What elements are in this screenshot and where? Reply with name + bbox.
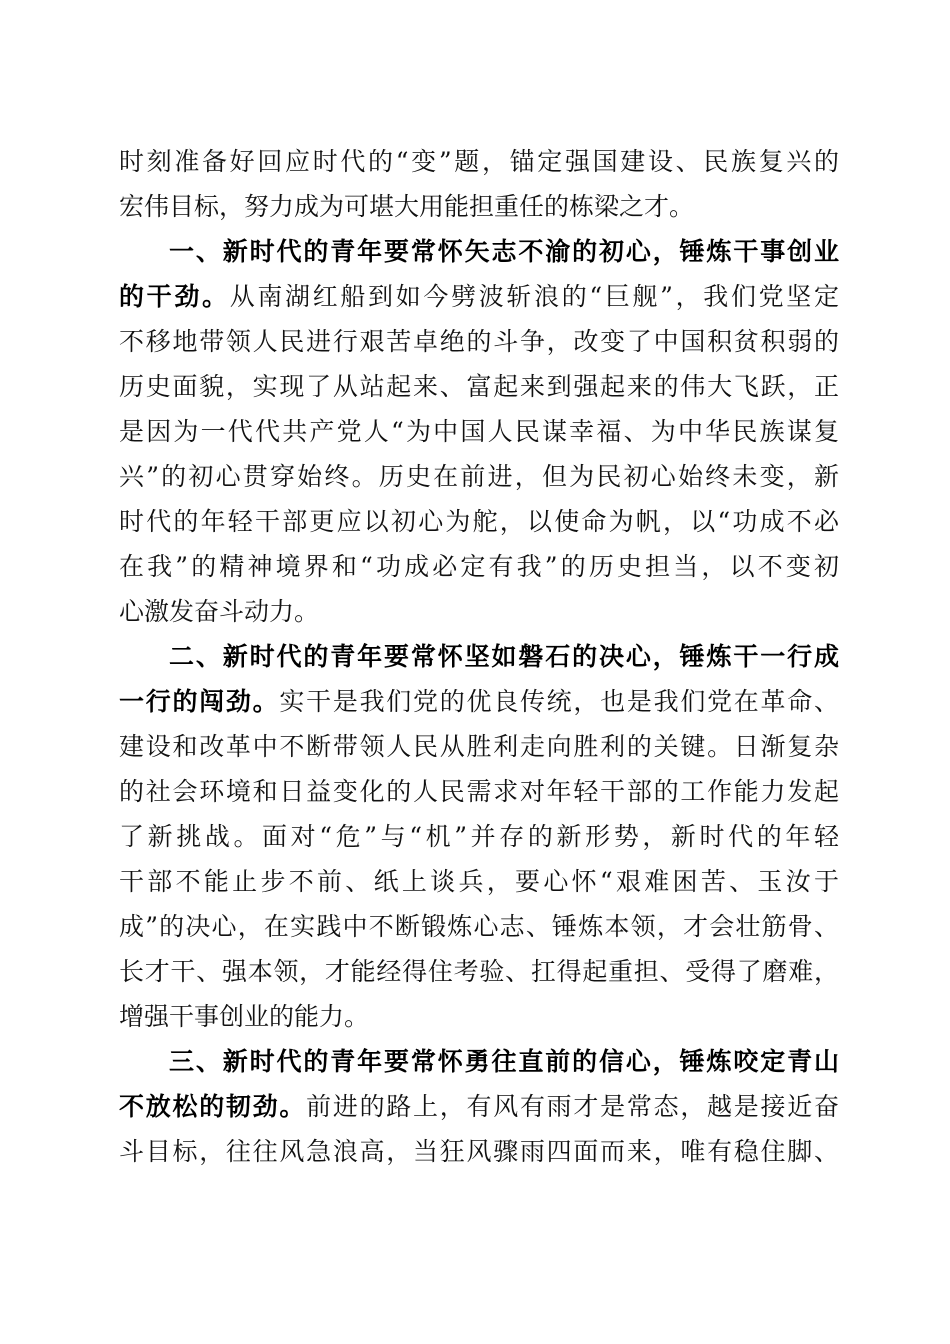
line-text: 时代的年轻干部更应以初心为舵，以使命为帆，以“功成不必 [119, 507, 839, 536]
line-text: 干部不能止步不前、纸上谈兵，要心怀“艰难困苦、玉汝于 [119, 867, 839, 896]
text-line-17 [119, 860, 839, 904]
text-line-2 [119, 185, 839, 229]
text-line-20 [119, 995, 839, 1039]
line-text: 的社会环境和日益变化的人民需求对年轻干部的工作能力发起 [119, 777, 839, 806]
text-line-6 [119, 365, 839, 409]
line-text: 从南湖红船到如今劈波斩浪的“巨舰”，我们党坚定 [229, 282, 839, 311]
text-line-18 [119, 905, 839, 949]
line-text: 成”的决心，在实践中不断锻炼心志、锤炼本领，才会壮筋骨、 [119, 912, 839, 941]
line-text: 是因为一代代共产党人“为中国人民谋幸福、为中华民族谋复 [119, 417, 839, 446]
line-text: 前进的路上，有风有雨才是常态，越是接近奋 [306, 1092, 839, 1121]
text-line-15 [119, 770, 839, 814]
line-text: 在我”的精神境界和“功成必定有我”的历史担当，以不变初 [119, 552, 839, 581]
section-3-heading-line-1 [169, 1040, 839, 1084]
section-heading: 一、新时代的青年要常怀矢志不渝的初心，锤炼干事创业 [169, 237, 839, 266]
text-line-16 [119, 815, 839, 859]
line-text: 历史面貌，实现了从站起来、富起来到强起来的伟大飞跃，正 [119, 372, 839, 401]
text-line-8 [119, 455, 839, 499]
line-text: 增强干事创业的能力。 [119, 1002, 370, 1031]
section-1-heading-line-2 [119, 275, 839, 319]
section-2-heading-line-2 [119, 680, 839, 724]
line-text: 了新挑战。面对“危”与“机”并存的新形势，新时代的年轻 [119, 822, 839, 851]
section-heading: 一行的闯劲。 [119, 687, 280, 716]
line-text: 宏伟目标，努力成为可堪大用能担重任的栋梁之才。 [119, 192, 695, 221]
section-2-heading-line-1 [169, 635, 839, 679]
text-line-5 [119, 320, 839, 364]
text-line-10 [119, 545, 839, 589]
line-text: 斗目标，往往风急浪高，当狂风骤雨四面而来，唯有稳住脚、 [119, 1137, 839, 1166]
section-1-heading-line-1 [169, 230, 839, 274]
line-text: 兴”的初心贯穿始终。历史在前进，但为民初心始终未变，新 [119, 462, 839, 491]
line-text: 时刻准备好回应时代的“变”题，锚定强国建设、民族复兴的 [119, 147, 839, 176]
text-line-14 [119, 725, 839, 769]
text-line-7 [119, 410, 839, 454]
text-line-23 [119, 1130, 839, 1174]
section-heading: 不放松的韧劲。 [119, 1092, 307, 1121]
line-text: 心激发奋斗动力。 [119, 597, 320, 626]
text-line-1 [119, 140, 839, 184]
text-line-9 [119, 500, 839, 544]
line-text: 实干是我们党的优良传统，也是我们党在革命、 [279, 687, 839, 716]
line-text: 不移地带领人民进行艰苦卓绝的斗争，改变了中国积贫积弱的 [119, 327, 839, 356]
line-text: 建设和改革中不断带领人民从胜利走向胜利的关键。日渐复杂 [119, 732, 839, 761]
section-heading: 三、新时代的青年要常怀勇往直前的信心，锤炼咬定青山 [169, 1047, 839, 1076]
section-heading: 二、新时代的青年要常怀坚如磐石的决心，锤炼干一行成 [169, 642, 839, 671]
line-text: 长才干、强本领，才能经得住考验、扛得起重担、受得了磨难， [119, 957, 839, 986]
text-line-19 [119, 950, 839, 994]
section-3-heading-line-2 [119, 1085, 839, 1129]
text-line-11 [119, 590, 839, 634]
section-heading: 的干劲。 [119, 282, 230, 311]
